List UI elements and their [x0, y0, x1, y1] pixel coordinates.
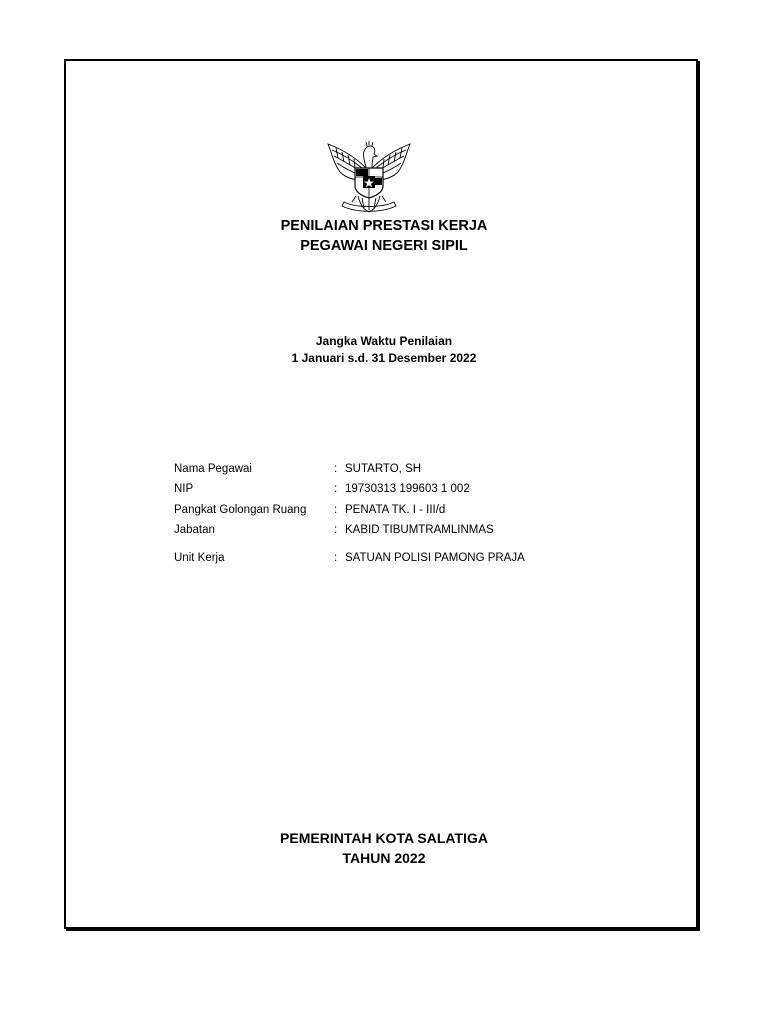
footer-year: TAHUN 2022: [342, 850, 426, 866]
footer-institution: PEMERINTAH KOTA SALATIGA: [280, 830, 488, 846]
info-value: KABID TIBUMTRAMLINMAS: [345, 524, 494, 536]
info-separator: :: [334, 483, 338, 495]
info-value: SUTARTO, SH: [345, 463, 422, 475]
info-separator: :: [334, 552, 338, 564]
info-label: Pangkat Golongan Ruang: [174, 504, 307, 516]
info-value: PENATA TK. I - III/d: [345, 504, 446, 516]
page-title-line1: PENILAIAN PRESTASI KERJA: [280, 218, 488, 234]
page-title-line2: PEGAWAI NEGERI SIPIL: [300, 238, 468, 254]
info-label: Jabatan: [174, 524, 215, 536]
info-value: SATUAN POLISI PAMONG PRAJA: [345, 552, 525, 564]
info-label: NIP: [174, 483, 194, 495]
info-value: 19730313 199603 1 002: [345, 483, 470, 495]
info-separator: :: [334, 524, 338, 536]
info-separator: :: [334, 463, 338, 475]
garuda-emblem-icon: [322, 138, 416, 218]
info-label: Unit Kerja: [174, 552, 225, 564]
period-label: Jangka Waktu Penilaian: [315, 334, 453, 348]
info-label: Nama Pegawai: [174, 463, 252, 475]
info-separator: :: [334, 504, 338, 516]
period-range: 1 Januari s.d. 31 Desember 2022: [291, 351, 477, 365]
